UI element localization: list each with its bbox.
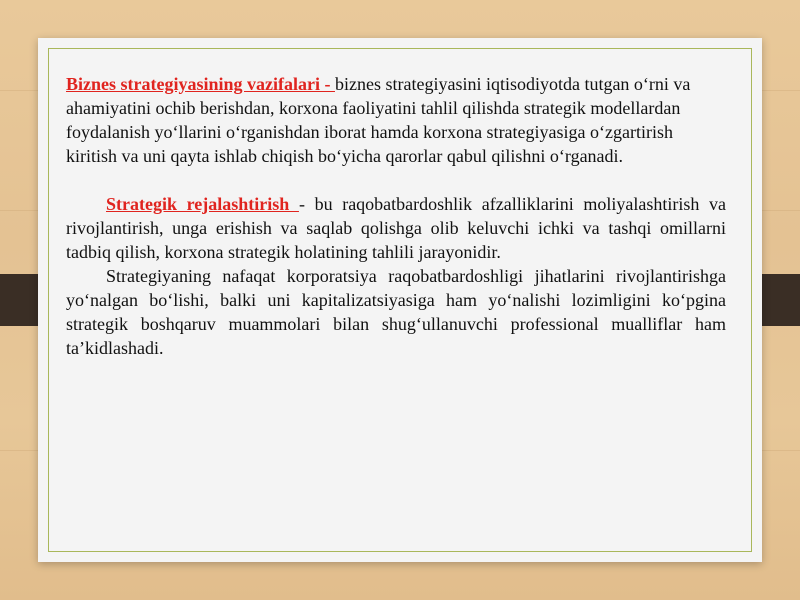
left-side-tab bbox=[0, 274, 38, 326]
paragraph-2-body: - bu raqobatbardoshlik afzalliklarini moliyalashtirish va rivojlantirish, unga erishish va saqlab qolishga olib keluvchi ichki va tashqi omillarni tadbiq qilish, korxona strategik holatining tahlili jarayonidir. bbox=[66, 194, 727, 262]
paragraph-gap bbox=[66, 168, 726, 192]
paragraph-2-heading: Strategik rejalashtirish bbox=[106, 194, 299, 214]
paragraph-1 bbox=[66, 72, 726, 168]
paragraph-1-body: biznes strategiyasini iqtisodiyotda tutgan o‘rni va ahamiyatini ochib berishdan, korxona faoliyatini tahlil qilishda strategik modellardan foydalanish yo‘llarini o‘rganishdan iborat hamda korxona strategiyasiga o‘zgartirish kiritish va uni qayta ishlab chiqish bo‘yicha qarorlar qabul qilishni o‘rganadi. bbox=[66, 74, 691, 166]
paragraph-1-heading: Biznes strategiyasining vazifalari - bbox=[66, 74, 335, 94]
slide-text bbox=[66, 72, 726, 360]
paragraph-2 bbox=[66, 192, 726, 264]
paragraph-3 bbox=[66, 264, 726, 360]
right-side-tab bbox=[762, 274, 800, 326]
paragraph-3-body: Strategiyaning nafaqat korporatsiya raqobatbardoshligi jihatlarini rivojlantirishga yo‘nalgan bo‘lishi, balki uni kapitalizatsiyasiga ham yo‘nalishi lozimligini ko‘pgina strategik boshqaruv muammolari bilan shug‘ullanuvchi professional mualliflar ham ta’kidlashadi. bbox=[66, 266, 726, 358]
